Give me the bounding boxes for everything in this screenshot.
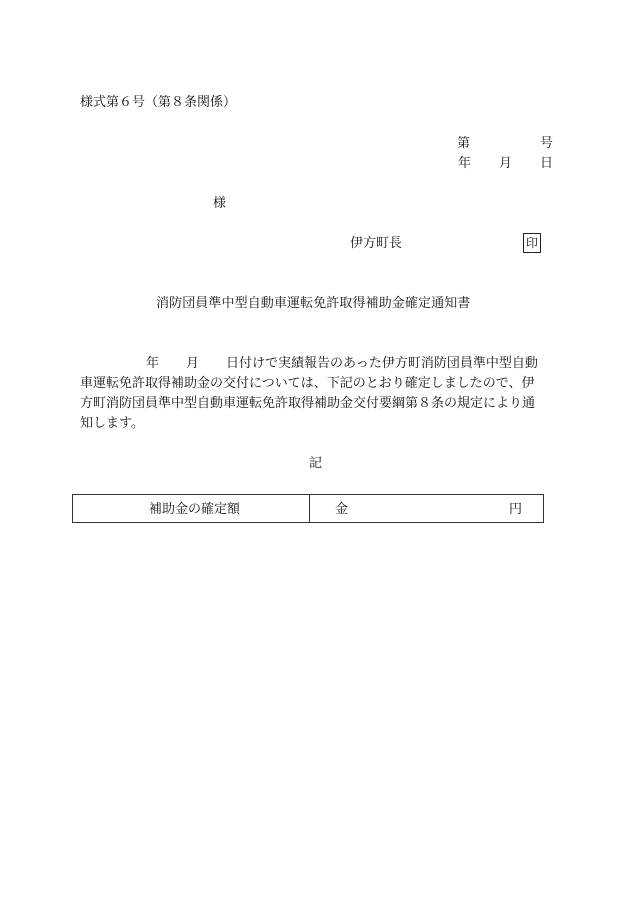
amount-label: 補助金の確定額 [149, 502, 241, 517]
amount-table [72, 494, 544, 523]
table-divider [309, 495, 310, 522]
doc-number-suffix: 号 [540, 136, 554, 151]
body-line-1 [80, 357, 538, 370]
doc-number-prefix: 第 [457, 136, 471, 151]
seal-mark: 印 [523, 233, 541, 253]
body-year: 年 [146, 356, 160, 371]
body-line-4: 知します。 [80, 416, 144, 431]
addressee-honorific: 様 [213, 196, 227, 211]
body-line-2: 車運転免許取得補助金の交付については、下記のとおり確定しましたので、伊 [80, 376, 535, 391]
form-label: 様式第６号（第８条関係） [80, 95, 237, 110]
amount-kin-label: 金 [335, 502, 349, 517]
date-year-label: 年 [458, 156, 472, 171]
issuer-title: 伊方町長 [350, 236, 403, 251]
body-line-3: 方町消防団員準中型自動車運転免許取得補助金交付要綱第８条の規定により通 [80, 396, 536, 411]
ki-label: 記 [309, 456, 323, 471]
date-month-label: 月 [499, 156, 513, 171]
document-title: 消防団員準中型自動車運転免許取得補助金確定通知書 [156, 296, 471, 311]
amount-yen-label: 円 [509, 502, 523, 517]
date-day-label: 日 [540, 156, 554, 171]
body-line-1-text: 日付けで実績報告のあった伊方町消防団員準中型自動 [226, 356, 538, 371]
body-month: 月 [186, 356, 200, 371]
